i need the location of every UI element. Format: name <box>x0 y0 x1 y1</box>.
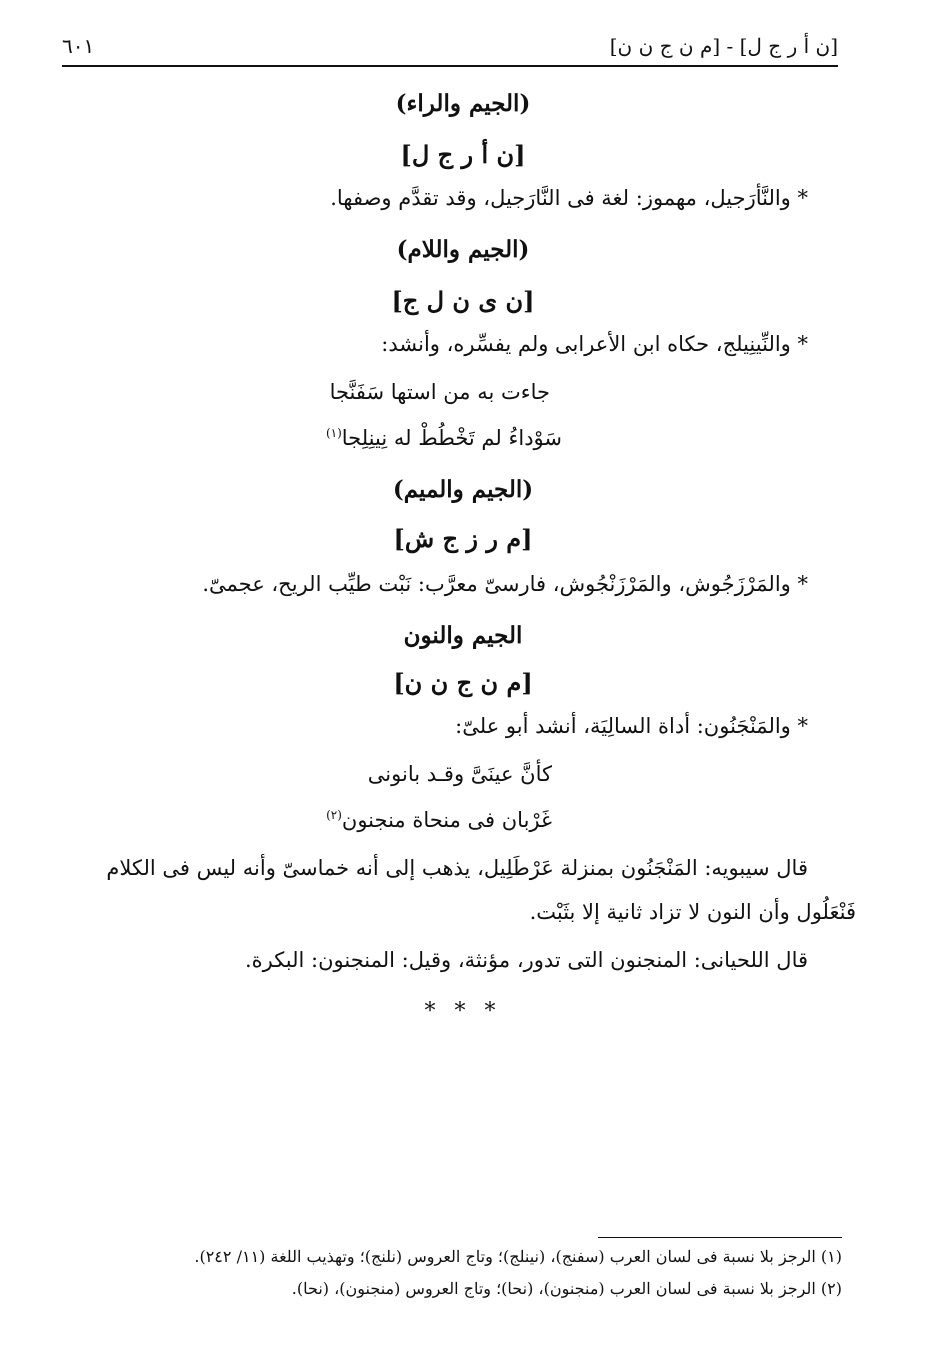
root-heading-n-y-n-l-j: [ن ى ن ل ج] <box>391 286 535 315</box>
verse-text: غَرْبان فى منحاة منجنون <box>341 808 552 832</box>
footnote-rule <box>598 1237 842 1238</box>
section-end-mark: * * * <box>424 999 502 1024</box>
running-header-title: [ن أ ر ج ل] - [م ن ج ن ن] <box>609 34 838 58</box>
section-heading-jim-ra: (الجيم والراء) <box>395 90 531 117</box>
footnote-1: (١) الرجز بلا نسبة فى لسان العرب (سفنج)، (نينلج)؛ وتاج العروس (نلنج)؛ وتهذيب اللغة (١١/ ٢٤٢). <box>194 1247 842 1266</box>
section-heading-jim-mim: (الجيم والميم) <box>392 476 534 503</box>
section-heading-jim-lam: (الجيم واللام) <box>396 236 530 263</box>
header-rule <box>62 65 838 67</box>
verse-line: كأنَّ عينَىَّ وقـد بانونى <box>367 762 552 786</box>
footnote-2: (٢) الرجز بلا نسبة فى لسان العرب (منجنون)، (نحا)؛ وتاج العروس (منجنون)، (نحا). <box>291 1279 842 1298</box>
section-heading-jim-nun: الجيم والنون <box>403 622 523 649</box>
paragraph-line: قال سيبويه: المَنْجَنُون بمنزلة عَرْطَلِيل، يذهب إلى أنه خماسىّ وأنه ليس فى الكلام <box>106 856 808 880</box>
root-heading-m-n-j-n-n: [م ن ج ن ن] <box>393 668 533 697</box>
footnote-marker: (٢) <box>326 808 342 822</box>
root-heading-m-r-z-j-sh: [م ر ز ج ش] <box>393 524 533 553</box>
entry-line: * والنِّينِيلج، حكاه ابن الأعرابى ولم يفسِّره، وأنشد: <box>381 332 808 356</box>
root-heading-n-a-r-j-l: [ن أ ر ج ل] <box>400 140 526 169</box>
verse-line <box>326 426 562 450</box>
page-number: ٦٠١ <box>62 34 95 58</box>
entry-line: * والمَنْجَنُون: أداة السالِيَة، أنشد أبو علىّ: <box>455 714 808 738</box>
entry-line: * والمَرْزَجُوش، والمَرْزَنْجُوش، فارسىّ معرَّب: نَبْت طيِّب الريح، عجمىّ. <box>202 572 808 596</box>
verse-text: سَوْداءُ لم تَخْطُطْ له نِينِلِجا <box>341 426 562 450</box>
running-header <box>62 34 838 64</box>
verse-line <box>326 808 552 832</box>
footnote-marker: (١) <box>325 426 342 440</box>
paragraph-line: قال اللحيانى: المنجنون التى تدور، مؤنثة، وقيل: المنجنون: البكرة. <box>244 948 808 972</box>
entry-line: * والنَّأرَجيل، مهموز: لغة فى النَّارَجيل، وقد تقدَّم وصفها. <box>330 186 808 210</box>
verse-line: جاءت به من استها سَفَنَّجا <box>329 380 550 404</box>
paragraph-line: فَنْعَلُول وأن النون لا تزاد ثانية إلا بثَبْت. <box>529 900 856 924</box>
